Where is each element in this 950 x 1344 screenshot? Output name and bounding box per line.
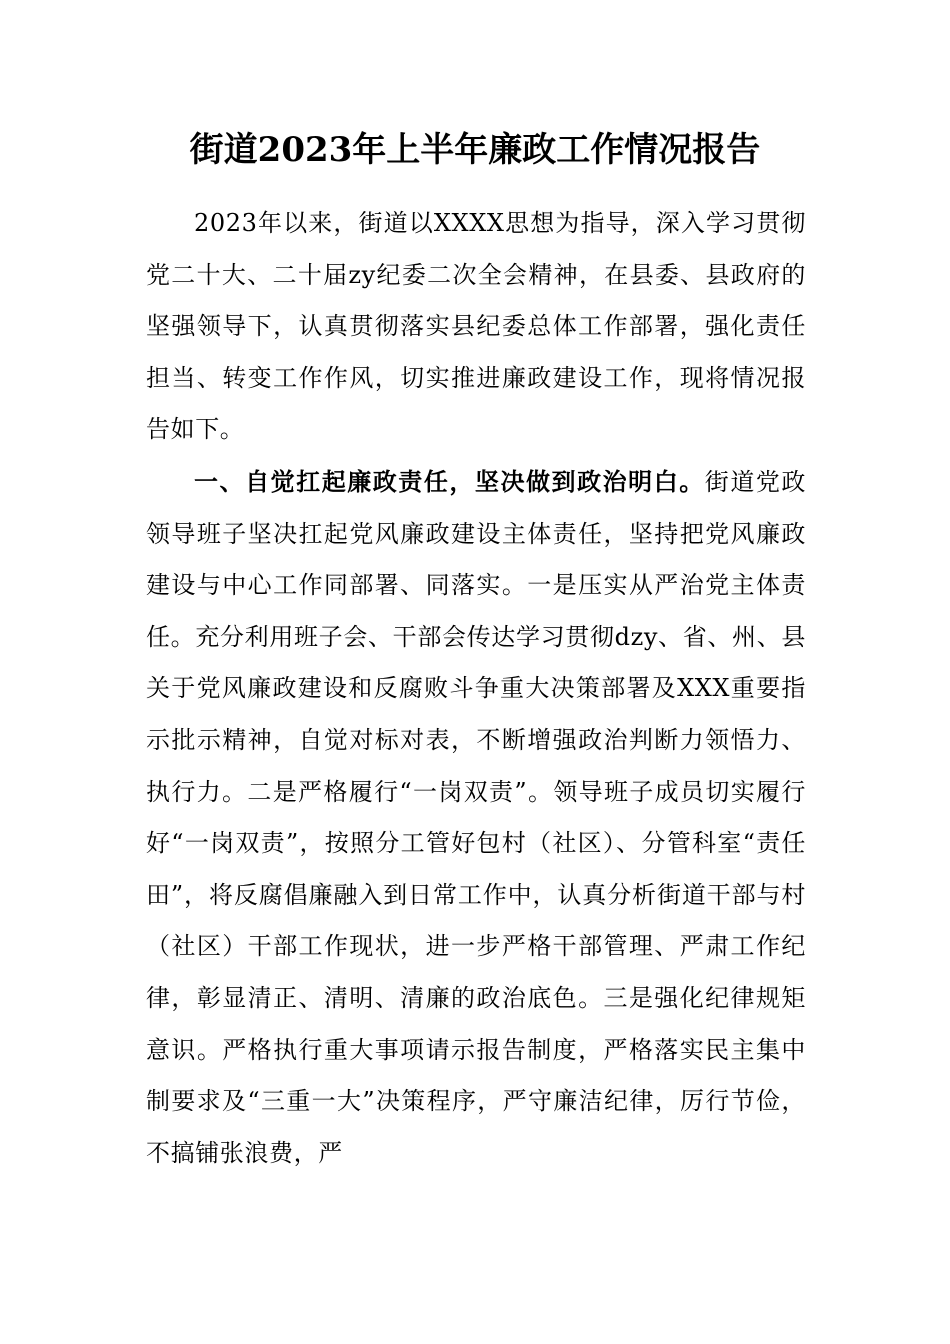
section-one-paragraph <box>146 456 806 1179</box>
intro-paragraph: 2023年以来，街道以XXXX思想为指导，深入学习贯彻党二十大、二十届zy纪委二次全会精神，在县委、县政府的坚强领导下，认真贯彻落实县纪委总体工作部署，强化责任担当、转变工作作风，切实推进廉政建设工作，现将情况报告如下。 <box>146 209 806 444</box>
section-one-body: 街道党政领导班子坚决扛起党风廉政建设主体责任，坚持把党风廉政建设与中心工作同部署、同落实。一是压实从严治党主体责任。充分利用班子会、干部会传达学习贯彻dzy、省、州、县关于党风廉政建设和反腐败斗争重大决策部署及XXX重要指示批示精神，自觉对标对表，不断增强政治判断力领悟力、执行力。二是严格履行“一岗双责”。领导班子成员切实履行好“一岗双责”，按照分工管好包村（社区）、分管科室“责任田”，将反腐倡廉融入到日常工作中，认真分析街道干部与村（社区）干部工作现状，进一步严格干部管理、严肃工作纪律，彰显清正、清明、清廉的政治底色。三是强化纪律规矩意识。严格执行重大事项请示报告制度，严格落实民主集中制要求及“三重一大”决策程序，严守廉洁纪律，厉行节俭，不搞铺张浪费，严 <box>146 467 806 1167</box>
document-body <box>146 198 806 1179</box>
section-one-heading: 一、自觉扛起廉政责任，坚决做到政治明白。 <box>194 466 705 496</box>
document-title: 街道2023年上半年廉政工作情况报告 <box>189 130 761 170</box>
